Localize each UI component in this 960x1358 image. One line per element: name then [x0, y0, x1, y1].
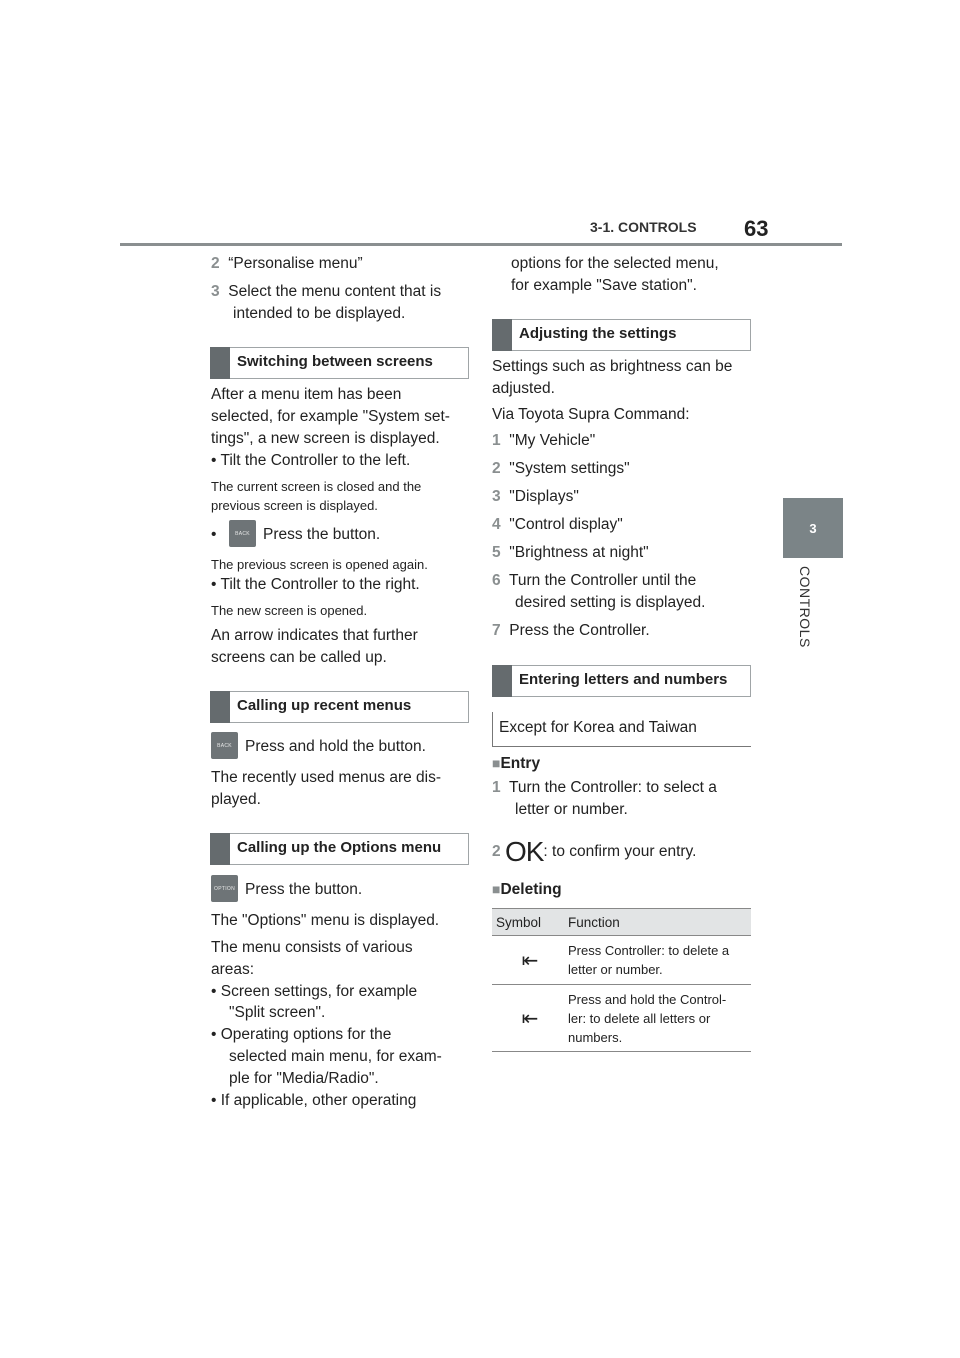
note-line: previous screen is displayed.: [211, 498, 378, 513]
option-button-icon: OPTION: [211, 875, 238, 902]
entry-step-1: 1 Turn the Controller: to select a: [492, 779, 717, 796]
list-item-cont: selected main menu, for exam-: [229, 1048, 442, 1065]
back-button-icon: BACK: [229, 520, 256, 547]
step-item: 2 "System settings": [492, 460, 630, 477]
para-line: After a menu item has been: [211, 386, 402, 403]
table-row: ⇤ Press and hold the Control- ler: to delete all letters or numbers.: [492, 985, 751, 1052]
table-row: ⇤ Press Controller: to delete a letter or number.: [492, 936, 751, 985]
entry-step-2: 2 OK: to confirm your entry.: [492, 836, 697, 867]
para-line: The menu consists of various: [211, 939, 413, 956]
symbol-table: [492, 908, 751, 1052]
list-item-cont: ple for "Media/Radio".: [229, 1070, 379, 1087]
para-line: adjusted.: [492, 380, 555, 397]
para-line: Settings such as brightness can be: [492, 358, 733, 375]
para-line: An arrow indicates that further: [211, 627, 418, 644]
step-item: 4 "Control display": [492, 516, 623, 533]
heading-switching-screens: Switching between screens: [210, 347, 469, 379]
heading-adjusting-settings: Adjusting the settings: [492, 319, 751, 351]
step-3-cont: intended to be displayed.: [233, 305, 406, 322]
para-line: screens can be called up.: [211, 649, 387, 666]
bullet-dot: •: [211, 526, 217, 543]
step-2: 2 “Personalise menu”: [211, 255, 363, 272]
note-line: The current screen is closed and the: [211, 479, 422, 494]
bullet-tilt-right: • Tilt the Controller to the right.: [211, 576, 420, 593]
para-line: Via Toyota Supra Command:: [492, 406, 690, 423]
page-number: 63: [744, 216, 769, 241]
list-item: • Operating options for the: [211, 1026, 392, 1043]
table-header-function: Function: [568, 914, 620, 930]
para-line: The "Options" menu is displayed.: [211, 912, 440, 929]
delete-icon: ⇤: [521, 949, 539, 972]
step-item: 3 "Displays": [492, 488, 579, 505]
heading-options-menu: Calling up the Options menu: [210, 833, 469, 865]
entry-step-1-cont: letter or number.: [515, 801, 628, 818]
step-3: 3 Select the menu content that is: [211, 283, 442, 300]
section-title: 3-1. CONTROLS: [590, 219, 697, 235]
region-note: Except for Korea and Taiwan: [492, 712, 751, 747]
note-line: The new screen is opened.: [211, 603, 368, 618]
bullet-tilt-left: • Tilt the Controller to the left.: [211, 452, 411, 469]
table-header-symbol: Symbol: [496, 914, 542, 930]
para-line: options for the selected menu,: [511, 255, 719, 272]
deleting-heading: ■Deleting: [492, 881, 562, 898]
list-item: • If applicable, other operating: [211, 1092, 417, 1109]
list-item-cont: "Split screen".: [229, 1004, 326, 1021]
heading-recent-menus: Calling up recent menus: [210, 691, 469, 723]
ok-icon: OK: [504, 836, 544, 867]
back-button-icon: BACK: [211, 732, 238, 759]
para-line: played.: [211, 791, 261, 808]
press-hold-text: Press and hold the button.: [245, 738, 426, 755]
table-header-row: [492, 909, 751, 936]
list-item: • Screen settings, for example: [211, 983, 418, 1000]
step-item: 7 Press the Controller.: [492, 622, 650, 639]
heading-entering-letters: Entering letters and numbers: [492, 665, 751, 697]
para-line: tings", a new screen is displayed.: [211, 430, 440, 447]
press-button-text: Press the button.: [263, 526, 381, 543]
para-line: selected, for example "System set-: [211, 408, 450, 425]
note-line: The previous screen is opened again.: [211, 557, 428, 572]
entry-heading: ■Entry: [492, 755, 541, 772]
para-line: The recently used menus are dis-: [211, 769, 442, 786]
para-line: for example "Save station".: [511, 277, 697, 294]
step-item: 5 "Brightness at night": [492, 544, 649, 561]
para-line: areas:: [211, 961, 255, 978]
step-item-cont: desired setting is displayed.: [515, 594, 706, 611]
header-rule: [120, 243, 842, 246]
step-item: 1 "My Vehicle": [492, 432, 596, 449]
step-item: 6 Turn the Controller until the: [492, 572, 697, 589]
delete-all-icon: ⇤: [521, 1007, 539, 1030]
press-option-text: Press the button.: [245, 881, 363, 898]
chapter-title: CONTROLS: [797, 566, 813, 648]
chapter-tab[interactable]: 3: [783, 498, 843, 558]
chapter-label: [796, 566, 816, 656]
